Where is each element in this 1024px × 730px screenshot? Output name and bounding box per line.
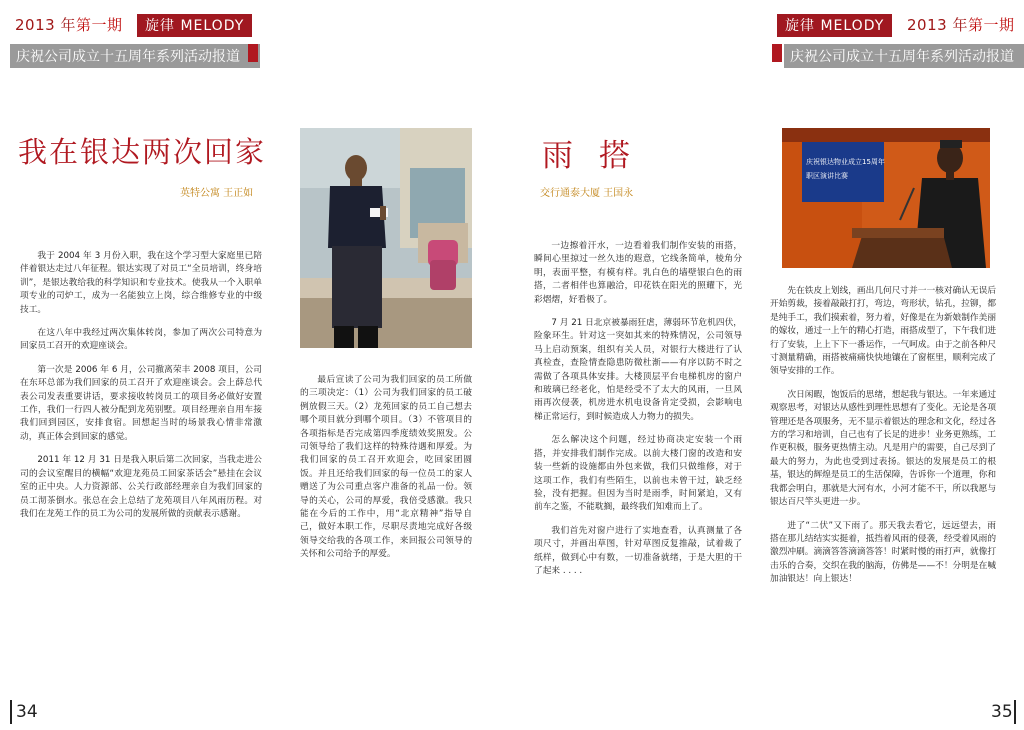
article1-column-2 xyxy=(300,374,472,572)
photo-man-reading-speech xyxy=(300,128,472,348)
magazine-badge-right: 旋律 MELODY xyxy=(777,14,892,37)
paragraph: 先在铁皮上划线，画出几何尺寸并一一核对确认无误后开始剪裁，接着敲敲打打，弯边，弯形状，钻孔，拉铆，都是纯手工，我们摸索着，努力着，好像是在为新娘制作美丽的嫁妆，通过一上午的精心打造，雨搭成型了，下午我们进行了安装，上上下下一番运作，一气呵成。由于之前各种尺寸测量精确，雨搭被痛痛快快地镶在了窗框里，顺利完成了领导安排的工作。 xyxy=(770,286,996,377)
paragraph: 进了“二伏”又下雨了。那天我去看它，远远望去，雨搭在那儿结结实实挺着，抵挡着风雨的侵袭，经受着风雨的激烈冲刷。滴滴答答滴滴答答！时紧时慢的雨打声，就像打击乐的合奏，交织在我的脑海，仿佛是——不！分明是在喊加油银达！向上银达！ xyxy=(770,520,996,585)
series-banner-left-tab xyxy=(248,44,258,62)
article1-title: 我在银达两次回家 xyxy=(18,135,267,169)
issue-label-left: 2013 年第一期 xyxy=(15,16,123,34)
paragraph: 7 月 21 日北京被暴雨狂虐，薄弱环节危机四伏，险象环生。针对这一突如其来的特殊情况，公司领导马上启动预案，组织有关人员，对银行大楼进行了认真检查，查险情查隐患防微杜渐——有序以防不时之需做了各项具体安排。大楼顶层平台电梯机房的窗户和玻璃已经老化，怕是经受不了太大的风雨，一旦风雨再次侵袭，机房进水机电设备肯定受损，会影响电梯正常运行，到时候造成人力物力的损失。 xyxy=(534,318,742,422)
backdrop-sign-line-1: 庆祝银达物业成立15周年 xyxy=(806,158,885,166)
article2-photo xyxy=(782,128,990,268)
paragraph: 次日闲暇，饱饭后的思绪，想起我与银达。一年来通过观察思考，对银达从感性到理性思想有了变化。无论是各项管理还是各项服务，无不显示着银达的理念和文化，经过各方的学习和培训，自己也有了长足的进步！业务更熟练，工作更积极，服务更热情主动。凡是用户的需要，自己尽到了最大的努力，为此也受到过表扬。银达的发展是员工的根基，银达的辉煌是员工的生活保障，告诉你一个道理，你和我都会明白，那就是大河有水，小河才能不干，所以我愿与银达百尺竿头更进一步。 xyxy=(770,389,996,508)
paragraph: 2011 年 12 月 31 日是我入职后第二次回家，当我走进公司的会议室醒目的横幅“欢迎龙苑员工回家茶话会”悬挂在会议室的正中央。人力资源部、公关行政部经理亲自为我们回家的员工沏茶倒水。张总在会上总结了龙苑项目八年风雨历程。对我们在龙苑工作的员工为公司的发展所做的贡献表示感谢。 xyxy=(20,455,262,519)
series-banner-right-tab xyxy=(772,44,782,62)
paragraph: 我于 2004 年 3 月份入职，我在这个学习型大家庭里已陪伴着银达走过八年征程。银达实现了对员工“全员培训，终身培训”，是银达教给我的科学知识和专业技术。使我从一个入职单项专业的司炉工，成为一名能独立上岗，综合维修专业的中级技工。 xyxy=(20,251,262,315)
paragraph: 第一次是 2006 年 6 月，公司撤离荣丰 2008 项目，公司在东环总部为我们回家的员工召开了欢迎座谈会。会上薛总代表公司发表重要讲话，要求接收转岗员工的项目务必做好安置工作，我们一行四人被分配到龙苑别墅。项目经理亲自用车接我们回到园区，安排食宿。回想起当时的场景我心情非常激动，真正体会到回家的感觉。 xyxy=(20,364,262,442)
page-number-right: 35 xyxy=(991,702,1013,722)
page-number-bar-right xyxy=(1014,700,1016,724)
series-banner-right: 庆祝公司成立十五周年系列活动报道 xyxy=(784,44,1024,68)
photo-speaker-at-podium xyxy=(782,128,990,268)
series-banner-left: 庆祝公司成立十五周年系列活动报道 xyxy=(10,44,260,68)
paragraph: 我们首先对窗户进行了实地查看，认真测量了各项尺寸，并画出草图，针对草图反复推敲，试着裁了纸样，做到心中有数，一切准备就绪，于是大胆的干了起来 . . . . xyxy=(534,525,742,576)
page-number-left: 34 xyxy=(16,702,38,722)
paragraph: 一边擦着汗水，一边看着我们制作安装的雨搭，瞬间心里掠过一丝久违的遐意，它线条简单，棱角分明，表面平整，有模有样。乳白色的墙壁银白色的雨搭，二者相伴也算融洽，印花铁在阳光的照耀下，光彩熠熠，好看极了。 xyxy=(534,241,742,305)
issue-label-right: 2013 年第一期 xyxy=(907,16,1015,34)
article2-column-2 xyxy=(770,285,996,597)
paragraph: 怎么解决这个问题，经过协商决定安装一个雨搭，并安排我们制作完成。以前大楼门窗的改造和安装一些新的设施都由外包来做，我们只做维修，对于这项工作，我们有些陌生，以前也未曾干过，缺乏经验，没有把握。但因为当时是雨季，时间紧迫，又有前车之鉴，不能耽搁，最终我们知难而上了。 xyxy=(534,435,742,513)
article1-photo xyxy=(300,128,472,348)
paragraph: 最后宣读了公司为我们回家的员工所做的三项决定：（1）公司为我们回家的员工破例放假三天。（2）龙苑回家的员工自己想去哪个项目就分到哪个项目。（3）不管项目的各项指标是否完成第四季度绩效奖照发。公司领导给了我们这样的特殊待遇和厚爱。为我们回家的员工召开欢迎会，吃回家团圆饭。并且还给我们回家的每一位员工的家人赠送了为公司重点客户准备的礼品一份。领导的关心，公司的厚爱，我倍受感激。我只能在今后的工作中，用“北京精神”指导自己，做好本职工作，尽职尽责地完成好各级领导交给我的各项工作，来回报公司领导的关怀和公司给予的厚爱。 xyxy=(300,375,472,560)
article2-column-1 xyxy=(534,240,742,588)
article1-column-1 xyxy=(20,250,262,531)
article1-byline: 英特公寓 王正如 xyxy=(180,188,254,199)
magazine-badge-left: 旋律 MELODY xyxy=(137,14,252,37)
article2-title: 雨搭 xyxy=(542,138,656,174)
paragraph: 在这八年中我经过两次集体转岗，参加了两次公司特意为回家员工召开的欢迎座谈会。 xyxy=(20,328,262,352)
article2-byline: 交行通泰大厦 王国永 xyxy=(540,188,634,199)
page-number-bar-left xyxy=(10,700,12,724)
backdrop-sign-line-2: 职区演讲比赛 xyxy=(806,172,848,180)
